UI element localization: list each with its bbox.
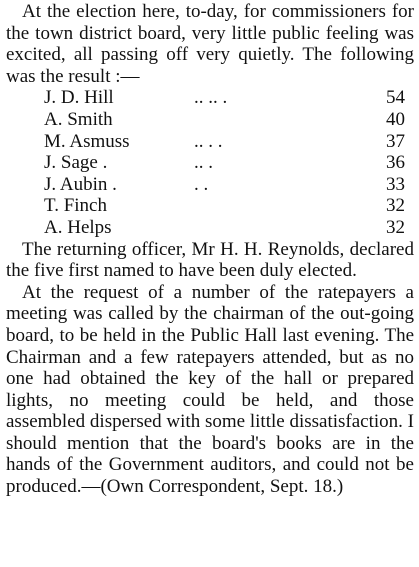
vote-count: 32 (386, 195, 405, 217)
news-article (6, 1, 414, 498)
candidate-name: J. Sage . (44, 152, 108, 174)
vote-count: 32 (386, 216, 405, 238)
candidate-name: J. D. Hill (44, 87, 114, 109)
result-row (6, 152, 414, 174)
candidate-name: A. Smith (44, 108, 113, 130)
result-row (6, 174, 414, 196)
election-results (6, 87, 414, 238)
candidate-name: T. Finch (44, 195, 107, 217)
intro-paragraph: At the election here, to-day, for commissioners for the town district board, very little public feeling was excited, all passing off very quietly. The following was the result :— (6, 1, 414, 87)
leader-dots: .. . (194, 152, 213, 174)
vote-count: 54 (386, 87, 405, 109)
result-row (6, 195, 414, 217)
returning-officer-paragraph: The returning officer, Mr H. H. Reynolds, declared the five first named to have been duly elected. (6, 238, 414, 282)
candidate-name: A. Helps (44, 216, 112, 238)
meeting-paragraph: At the request of a number of the ratepayers a meeting was called by the chairman of the out-going board, to be held in the Public Hall last evening. The Chairman and a few ratepayers attended, but as no one had obtained the key of the hall or prepared lights, no meeting could be held, and those assembled dispersed with some little dissatisfaction. I should mention that the board's books are in the hands of the Government auditors, and could not be produced.—(Own Correspondent, Sept. 18.) (6, 281, 414, 498)
result-row (6, 131, 414, 153)
vote-count: 33 (386, 173, 405, 195)
vote-count: 36 (386, 152, 405, 174)
leader-dots: . . (194, 173, 209, 195)
candidate-name: J. Aubin . (44, 173, 117, 195)
result-row (6, 87, 414, 109)
candidate-name: M. Asmuss (44, 130, 130, 152)
leader-dots: .. . . (194, 130, 223, 152)
result-row (6, 109, 414, 131)
vote-count: 40 (386, 108, 405, 130)
leader-dots: .. .. . (194, 87, 228, 109)
vote-count: 37 (386, 130, 405, 152)
result-row (6, 217, 414, 239)
